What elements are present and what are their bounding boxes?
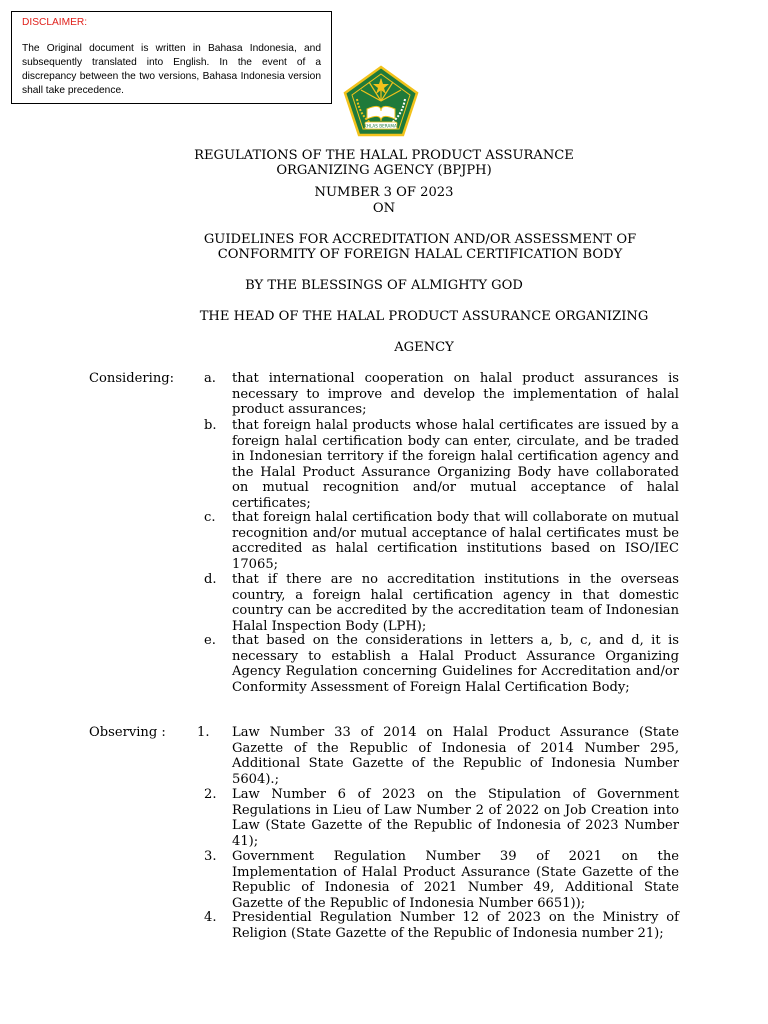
observing-label: Observing : <box>89 725 166 740</box>
regulation-number: NUMBER 3 OF 2023 <box>314 185 454 200</box>
observing-item-3: 3. Government Regulation Number 39 of 2021 on the Implementation of Halal Product Assurance (State Gazette of the Republic of Indonesia of 2021 Number 49, Additional State Gazette of the Republic of Indonesia Number 6651)); <box>204 849 679 911</box>
disclaimer-box <box>11 11 332 104</box>
observing-item-1: 1. Law Number 33 of 2014 on Halal Product Assurance (State Gazette of the Republic of Indonesia of 2014 Number 295, Additional State Gazette of the Republic of Indonesia Number 5604).; <box>197 725 679 787</box>
observing-item-4: 4. Presidential Regulation Number 12 of 2023 on the Ministry of Religion (State Gazette of the Republic of Indonesia number 21); <box>204 910 679 941</box>
regulation-title-line-2: ORGANIZING AGENCY (BPJPH) <box>276 163 492 178</box>
regulation-subject-line-1: GUIDELINES FOR ACCREDITATION AND/OR ASSESSMENT OF <box>203 232 637 247</box>
emblem-motto: IKHLAS BERAMAL <box>362 123 400 129</box>
observing-item-2: 2. Law Number 6 of 2023 on the Stipulation of Government Regulations in Lieu of Law Number 2 of 2022 on Job Creation into Law (State Gazette of the Republic of Indonesia of 2023 Number 41); <box>204 787 679 849</box>
considering-label: Considering: <box>89 371 175 386</box>
blessing-line: BY THE BLESSINGS OF ALMIGHTY GOD <box>245 278 523 293</box>
regulation-on: ON <box>372 201 396 216</box>
regulation-title-line-1: REGULATIONS OF THE HALAL PRODUCT ASSURANCE <box>194 148 574 163</box>
considering-item-e: e. that based on the considerations in letters a, b, c, and d, it is necessary to establish a Halal Product Assurance Organizing Agency Regulation concerning Guidelines for Accreditation and/or Conformity Assessment of Foreign Halal Certification Body; <box>204 633 679 695</box>
disclaimer-text: The Original document is written in Bahasa Indonesia, and subsequently translated into English. In the event of a discrepancy between the two versions, Bahasa Indonesia version shall take precedence. <box>22 43 321 96</box>
considering-item-a: a. that international cooperation on halal product assurances is necessary to improve and develop the implementation of halal product assurances; <box>204 371 679 417</box>
head-of-agency-line-2: AGENCY <box>394 340 454 355</box>
ministry-emblem-icon <box>343 65 419 137</box>
considering-item-d: d. that if there are no accreditation institutions in the overseas country, a foreign halal certification agency in that domestic country can be accredited by the accreditation team of Indonesian Halal Inspection Body (LPH); <box>204 572 679 634</box>
considering-item-c: c. that foreign halal certification body that will collaborate on mutual recognition and/or mutual acceptance of halal certificates must be accredited as halal certification institutions based on ISO/IEC 17065; <box>204 510 679 572</box>
regulation-subject-line-2: CONFORMITY OF FOREIGN HALAL CERTIFICATION BODY <box>217 247 623 262</box>
disclaimer-title: DISCLAIMER: <box>22 17 88 28</box>
head-of-agency-line-1: THE HEAD OF THE HALAL PRODUCT ASSURANCE ORGANIZING <box>199 309 649 324</box>
considering-item-b: b. that foreign halal products whose halal certificates are issued by a foreign halal certification body can enter, circulate, and be traded in Indonesian territory if the foreign halal certification agency and the Halal Product Assurance Organizing Body have collaborated on mutual recognition and/or mutual acceptance of halal certificates; <box>204 418 679 511</box>
